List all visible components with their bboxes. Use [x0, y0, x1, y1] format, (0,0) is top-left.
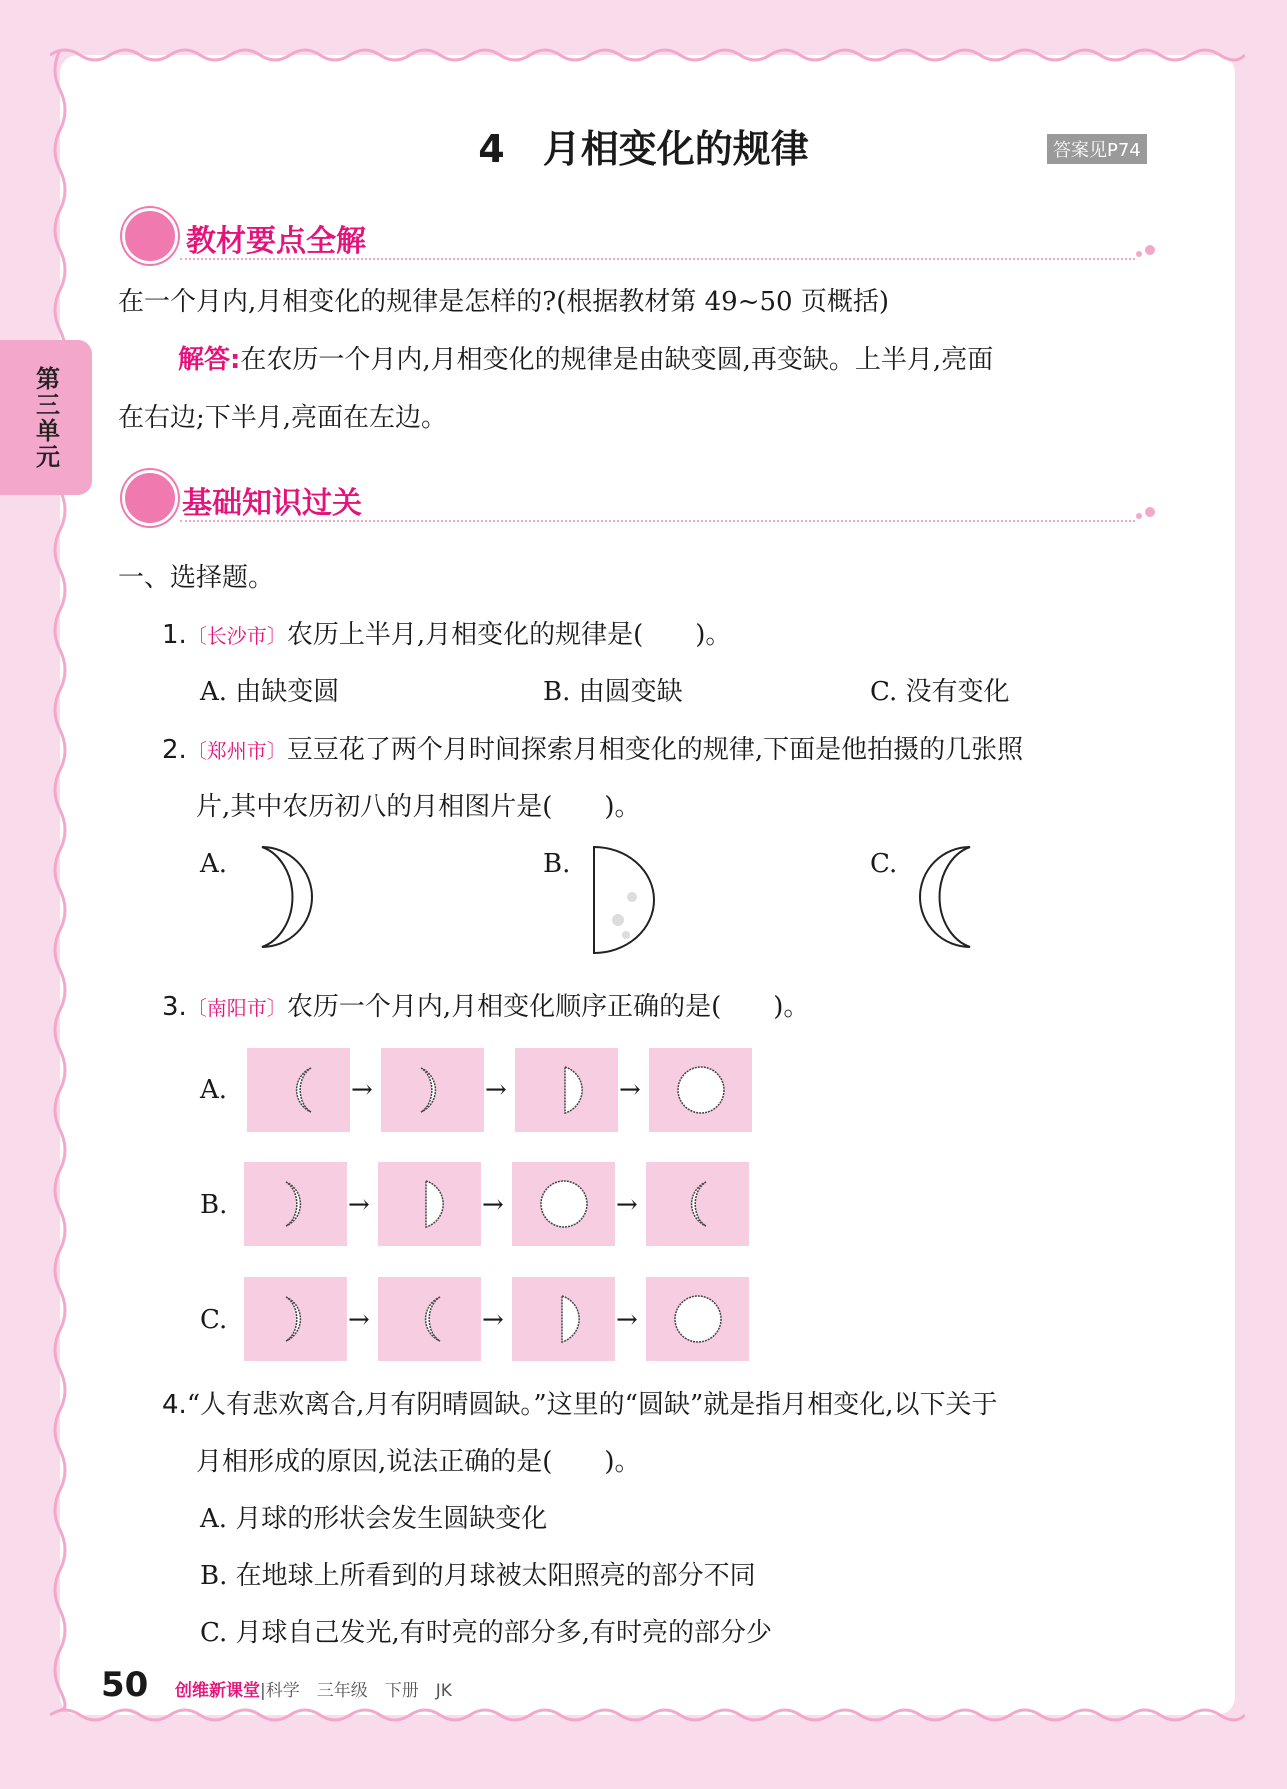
moon-tile	[381, 1048, 484, 1132]
answer-text-1: 在农历一个月内,月相变化的规律是由缺变圆,再变缺。上半月,亮面	[240, 345, 994, 375]
q4-option-b[interactable]: B. 在地球上所看到的月球被太阳照亮的部分不同	[200, 1561, 756, 1591]
moon-tile	[649, 1048, 752, 1132]
q2-stem-line2: 片,其中农历初八的月相图片是( )。	[196, 792, 641, 822]
section2-dots-icon	[1136, 507, 1155, 519]
q3-region: 〔南阳市〕	[186, 996, 287, 1020]
q1-region: 〔长沙市〕	[186, 624, 287, 648]
moon-tile	[515, 1048, 618, 1132]
page-number: 50	[101, 1665, 149, 1705]
q3-number: 3.	[162, 992, 187, 1022]
moon-tile	[378, 1277, 481, 1361]
section2-heading: 基础知识过关	[182, 486, 362, 521]
section1-header	[122, 208, 178, 264]
section1-heading: 教材要点全解	[186, 224, 366, 259]
q1-option-c[interactable]: C. 没有变化	[870, 677, 1010, 707]
arrow: →	[482, 1190, 504, 1220]
arrow: →	[616, 1305, 638, 1335]
q4-option-c[interactable]: C. 月球自己发光,有时亮的部分多,有时亮的部分少	[200, 1618, 773, 1648]
q3-option-c[interactable]: C.	[200, 1305, 228, 1335]
q2-number: 2.	[162, 735, 187, 765]
q1-option-b[interactable]: B. 由圆变缺	[543, 677, 683, 707]
q2-option-b[interactable]: B.	[543, 849, 571, 879]
arrow: →	[348, 1305, 370, 1335]
q2-region: 〔郑州市〕	[186, 739, 287, 763]
arrow: →	[482, 1305, 504, 1335]
moon-tile	[646, 1277, 749, 1361]
answer-line-1	[178, 345, 993, 376]
q1-stem	[162, 620, 731, 651]
moon-tile	[646, 1162, 749, 1246]
footer-subject: |科学 三年级 下册 JK	[260, 1681, 452, 1701]
arrow: →	[485, 1075, 507, 1105]
first-quarter-moon-icon	[590, 845, 660, 960]
section1-divider	[180, 258, 1135, 260]
q4-number: 4.	[162, 1390, 187, 1420]
waning-crescent-moon-icon	[250, 845, 320, 950]
answer-label: 解答:	[178, 345, 241, 375]
q1-option-a[interactable]: A. 由缺变圆	[200, 677, 340, 707]
answer-reference-badge: 答案见P74	[1047, 134, 1147, 164]
wavy-border-top	[50, 40, 1245, 70]
part-title: 一、选择题。	[118, 563, 275, 593]
q4-text-1: “人有悲欢离合,月有阴晴圆缺。”这里的“圆缺”就是指月相变化,以下关于	[186, 1390, 998, 1420]
waxing-crescent-moon-icon	[910, 845, 980, 950]
moon-tile	[512, 1162, 615, 1246]
q4-stem-line2: 月相形成的原因,说法正确的是( )。	[196, 1447, 641, 1477]
page-title: 4 月相变化的规律	[478, 127, 809, 171]
q2-stem-line1	[162, 735, 1023, 766]
q1-text: 农历上半月,月相变化的规律是( )。	[286, 620, 732, 650]
section2-divider	[180, 520, 1135, 522]
section1-dots-icon	[1136, 245, 1155, 257]
arrow: →	[619, 1075, 641, 1105]
q2-option-a[interactable]: A.	[200, 849, 228, 879]
moon-tile	[247, 1048, 350, 1132]
q3-stem	[162, 992, 809, 1023]
footer-info	[175, 1676, 452, 1701]
unit-side-tab	[0, 340, 92, 495]
q3-option-b[interactable]: B.	[200, 1190, 228, 1220]
moon-tile	[512, 1277, 615, 1361]
book-mascot-icon	[122, 208, 178, 264]
section2-header	[122, 470, 178, 526]
moon-tile	[244, 1162, 347, 1246]
q3-text: 农历一个月内,月相变化顺序正确的是( )。	[286, 992, 810, 1022]
unit-label: 第三单元	[31, 365, 60, 470]
q2-option-c[interactable]: C.	[870, 849, 898, 879]
answer-line-2: 在右边;下半月,亮面在左边。	[118, 403, 448, 433]
q3-option-a[interactable]: A.	[200, 1075, 228, 1105]
textbook-question: 在一个月内,月相变化的规律是怎样的?(根据教材第 49~50 页概括)	[118, 287, 889, 317]
wavy-border-left	[46, 50, 74, 1710]
arrow: →	[616, 1190, 638, 1220]
q1-number: 1.	[162, 620, 187, 650]
wavy-border-bottom	[50, 1700, 1245, 1730]
moon-tile	[244, 1277, 347, 1361]
mascot-icon	[122, 470, 178, 526]
q4-stem-line1	[162, 1390, 998, 1421]
arrow: →	[351, 1075, 373, 1105]
moon-tile	[378, 1162, 481, 1246]
arrow: →	[348, 1190, 370, 1220]
footer-brand: 创维新课堂	[175, 1681, 260, 1701]
q4-option-a[interactable]: A. 月球的形状会发生圆缺变化	[200, 1504, 548, 1534]
q2-text-1: 豆豆花了两个月时间探索月相变化的规律,下面是他拍摄的几张照	[286, 735, 1024, 765]
